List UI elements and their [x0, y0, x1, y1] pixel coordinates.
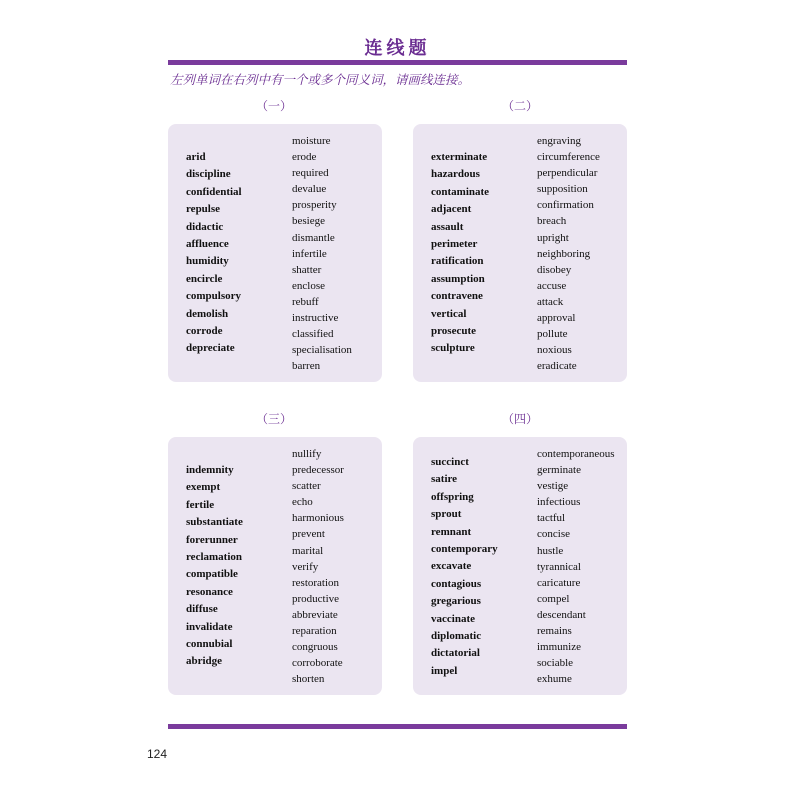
section-box-2 [413, 124, 627, 382]
left-word[interactable]: arid [186, 151, 206, 163]
right-word[interactable]: nullify [292, 448, 322, 460]
right-word-column [292, 133, 352, 374]
left-word[interactable]: discipline [186, 168, 231, 181]
right-word[interactable]: harmonious [292, 512, 344, 525]
left-word[interactable]: remnant [431, 525, 472, 538]
left-word[interactable]: resonance [186, 585, 233, 598]
right-word[interactable]: dismantle [292, 231, 335, 244]
section-heading-4: （四） [501, 412, 538, 426]
section-box-1 [168, 124, 382, 382]
left-word[interactable]: demolish [186, 307, 229, 320]
left-word[interactable]: substantiate [186, 516, 243, 529]
left-word[interactable]: contagious [431, 577, 482, 590]
right-word[interactable]: accuse [537, 279, 567, 292]
right-word[interactable]: verify [292, 560, 319, 573]
right-word[interactable]: immunize [537, 641, 581, 654]
left-word[interactable]: sculpture [431, 342, 475, 355]
left-word[interactable]: humidity [186, 255, 229, 268]
right-word[interactable]: attack [537, 295, 564, 308]
left-word[interactable]: abridge [186, 655, 223, 668]
right-word[interactable]: circumference [537, 151, 600, 164]
right-word[interactable]: instructive [292, 312, 339, 325]
left-word[interactable]: invalidate [186, 620, 233, 633]
right-word[interactable]: breach [537, 215, 567, 228]
right-word[interactable]: approval [537, 312, 576, 325]
left-word[interactable]: dictatorial [431, 647, 480, 660]
left-word[interactable]: assumption [431, 272, 485, 285]
left-word-column [186, 462, 243, 671]
right-word[interactable]: shatter [292, 263, 322, 276]
right-word[interactable]: shorten [292, 673, 325, 686]
section-box-3 [168, 437, 382, 695]
left-word[interactable]: didactic [186, 220, 224, 233]
right-word[interactable]: upright [537, 231, 569, 244]
right-word[interactable]: specialisation [292, 344, 352, 357]
left-word[interactable]: repulse [186, 203, 221, 216]
left-word[interactable]: gregarious [431, 595, 481, 608]
right-word[interactable]: noxious [537, 344, 572, 357]
right-word[interactable]: exhume [537, 673, 572, 686]
right-word[interactable]: pollute [537, 328, 568, 341]
right-word[interactable]: concise [537, 528, 570, 541]
left-word[interactable]: affluence [186, 238, 229, 251]
right-word-column [292, 446, 344, 687]
left-word[interactable]: hazardous [431, 168, 480, 181]
right-word[interactable]: remains [537, 625, 572, 638]
right-word[interactable]: required [292, 167, 329, 180]
right-word[interactable]: restoration [292, 576, 340, 589]
left-word[interactable]: confidential [186, 185, 242, 198]
left-word[interactable]: impel [431, 664, 458, 677]
right-word[interactable]: erode [292, 151, 317, 164]
left-word[interactable]: adjacent [431, 203, 472, 216]
right-word[interactable]: abbreviate [292, 608, 338, 621]
section-heading-2: （二） [501, 99, 538, 113]
section-heading-1: （一） [255, 99, 292, 113]
page-title: 连线题 [364, 38, 431, 59]
right-word[interactable]: caricature [537, 576, 581, 589]
right-word[interactable]: predecessor [292, 464, 344, 477]
left-word[interactable]: satire [431, 473, 458, 486]
left-word[interactable]: assault [431, 220, 464, 233]
right-word[interactable]: rebuff [292, 295, 319, 308]
right-word[interactable]: scatter [292, 480, 321, 493]
right-word[interactable]: neighboring [537, 247, 591, 260]
left-word[interactable]: offspring [431, 490, 474, 503]
right-word[interactable]: congruous [292, 641, 338, 654]
right-word[interactable]: prevent [292, 528, 325, 541]
left-word[interactable]: depreciate [186, 342, 235, 355]
left-word[interactable]: compatible [186, 568, 238, 581]
left-word[interactable]: forerunner [186, 533, 238, 546]
right-word[interactable]: infectious [537, 496, 581, 509]
right-word[interactable]: barren [292, 360, 321, 373]
right-word[interactable]: productive [292, 592, 340, 605]
left-word[interactable]: compulsory [186, 290, 241, 303]
right-word[interactable]: supposition [537, 183, 588, 196]
right-word[interactable]: perpendicular [537, 167, 598, 180]
right-word-column [537, 133, 600, 374]
section-box-4 [413, 437, 627, 695]
left-word[interactable]: prosecute [431, 325, 477, 338]
left-word-column [186, 149, 242, 358]
bottom-divider [168, 724, 627, 729]
right-word[interactable]: eradicate [537, 360, 577, 373]
left-word-column [431, 149, 489, 358]
right-word[interactable]: sociable [537, 657, 574, 670]
instruction-text: 左列单词在右列中有一个或多个同义词，请画线连接。 [170, 72, 471, 87]
right-word[interactable]: descendant [537, 608, 586, 621]
right-word[interactable]: disobey [537, 263, 572, 276]
left-word[interactable]: exterminate [431, 151, 488, 163]
right-word[interactable]: classified [292, 328, 334, 341]
left-word[interactable]: contemporary [431, 543, 498, 556]
right-word[interactable]: prosperity [292, 199, 337, 212]
left-word[interactable]: diplomatic [431, 630, 482, 643]
right-word[interactable]: contemporaneous [537, 448, 615, 460]
right-word[interactable]: vestige [537, 480, 569, 493]
right-word[interactable]: echo [292, 496, 313, 509]
left-word[interactable]: reclamation [186, 551, 243, 564]
left-word[interactable]: vaccinate [431, 612, 475, 625]
top-divider [168, 60, 627, 65]
page-number: 124 [147, 747, 168, 761]
right-word[interactable]: confirmation [537, 199, 594, 212]
left-word[interactable]: sprout [431, 508, 462, 521]
left-word[interactable]: contaminate [431, 185, 490, 198]
left-word[interactable]: vertical [431, 307, 467, 320]
left-word[interactable]: contravene [431, 290, 483, 303]
right-word[interactable]: tactful [537, 512, 566, 525]
right-word[interactable]: moisture [292, 135, 331, 147]
right-word[interactable]: tyrannical [537, 560, 581, 573]
right-word[interactable]: hustle [537, 544, 564, 557]
left-word-column [431, 454, 498, 680]
left-word[interactable]: indemnity [186, 464, 234, 476]
right-word[interactable]: devalue [292, 183, 327, 196]
left-word[interactable]: connubial [186, 638, 233, 651]
right-word[interactable]: enclose [292, 279, 325, 292]
right-word[interactable]: engraving [537, 135, 581, 147]
right-word[interactable]: besiege [292, 215, 325, 228]
right-word[interactable]: corroborate [292, 657, 343, 670]
section-heading-3: （三） [255, 412, 292, 426]
left-word[interactable]: exempt [186, 481, 221, 494]
right-word[interactable]: reparation [292, 625, 337, 638]
right-word[interactable]: marital [292, 544, 324, 557]
right-word[interactable]: infertile [292, 247, 327, 260]
left-word[interactable]: excavate [431, 560, 472, 573]
right-word-column [537, 446, 615, 687]
left-word[interactable]: corrode [186, 325, 223, 338]
right-word[interactable]: compel [537, 592, 570, 605]
left-word[interactable]: perimeter [431, 238, 478, 251]
left-word[interactable]: diffuse [186, 603, 218, 616]
right-word[interactable]: germinate [537, 464, 581, 477]
left-word[interactable]: encircle [186, 272, 223, 285]
left-word[interactable]: succinct [431, 456, 469, 468]
left-word[interactable]: ratification [431, 255, 484, 268]
left-word[interactable]: fertile [186, 498, 215, 511]
